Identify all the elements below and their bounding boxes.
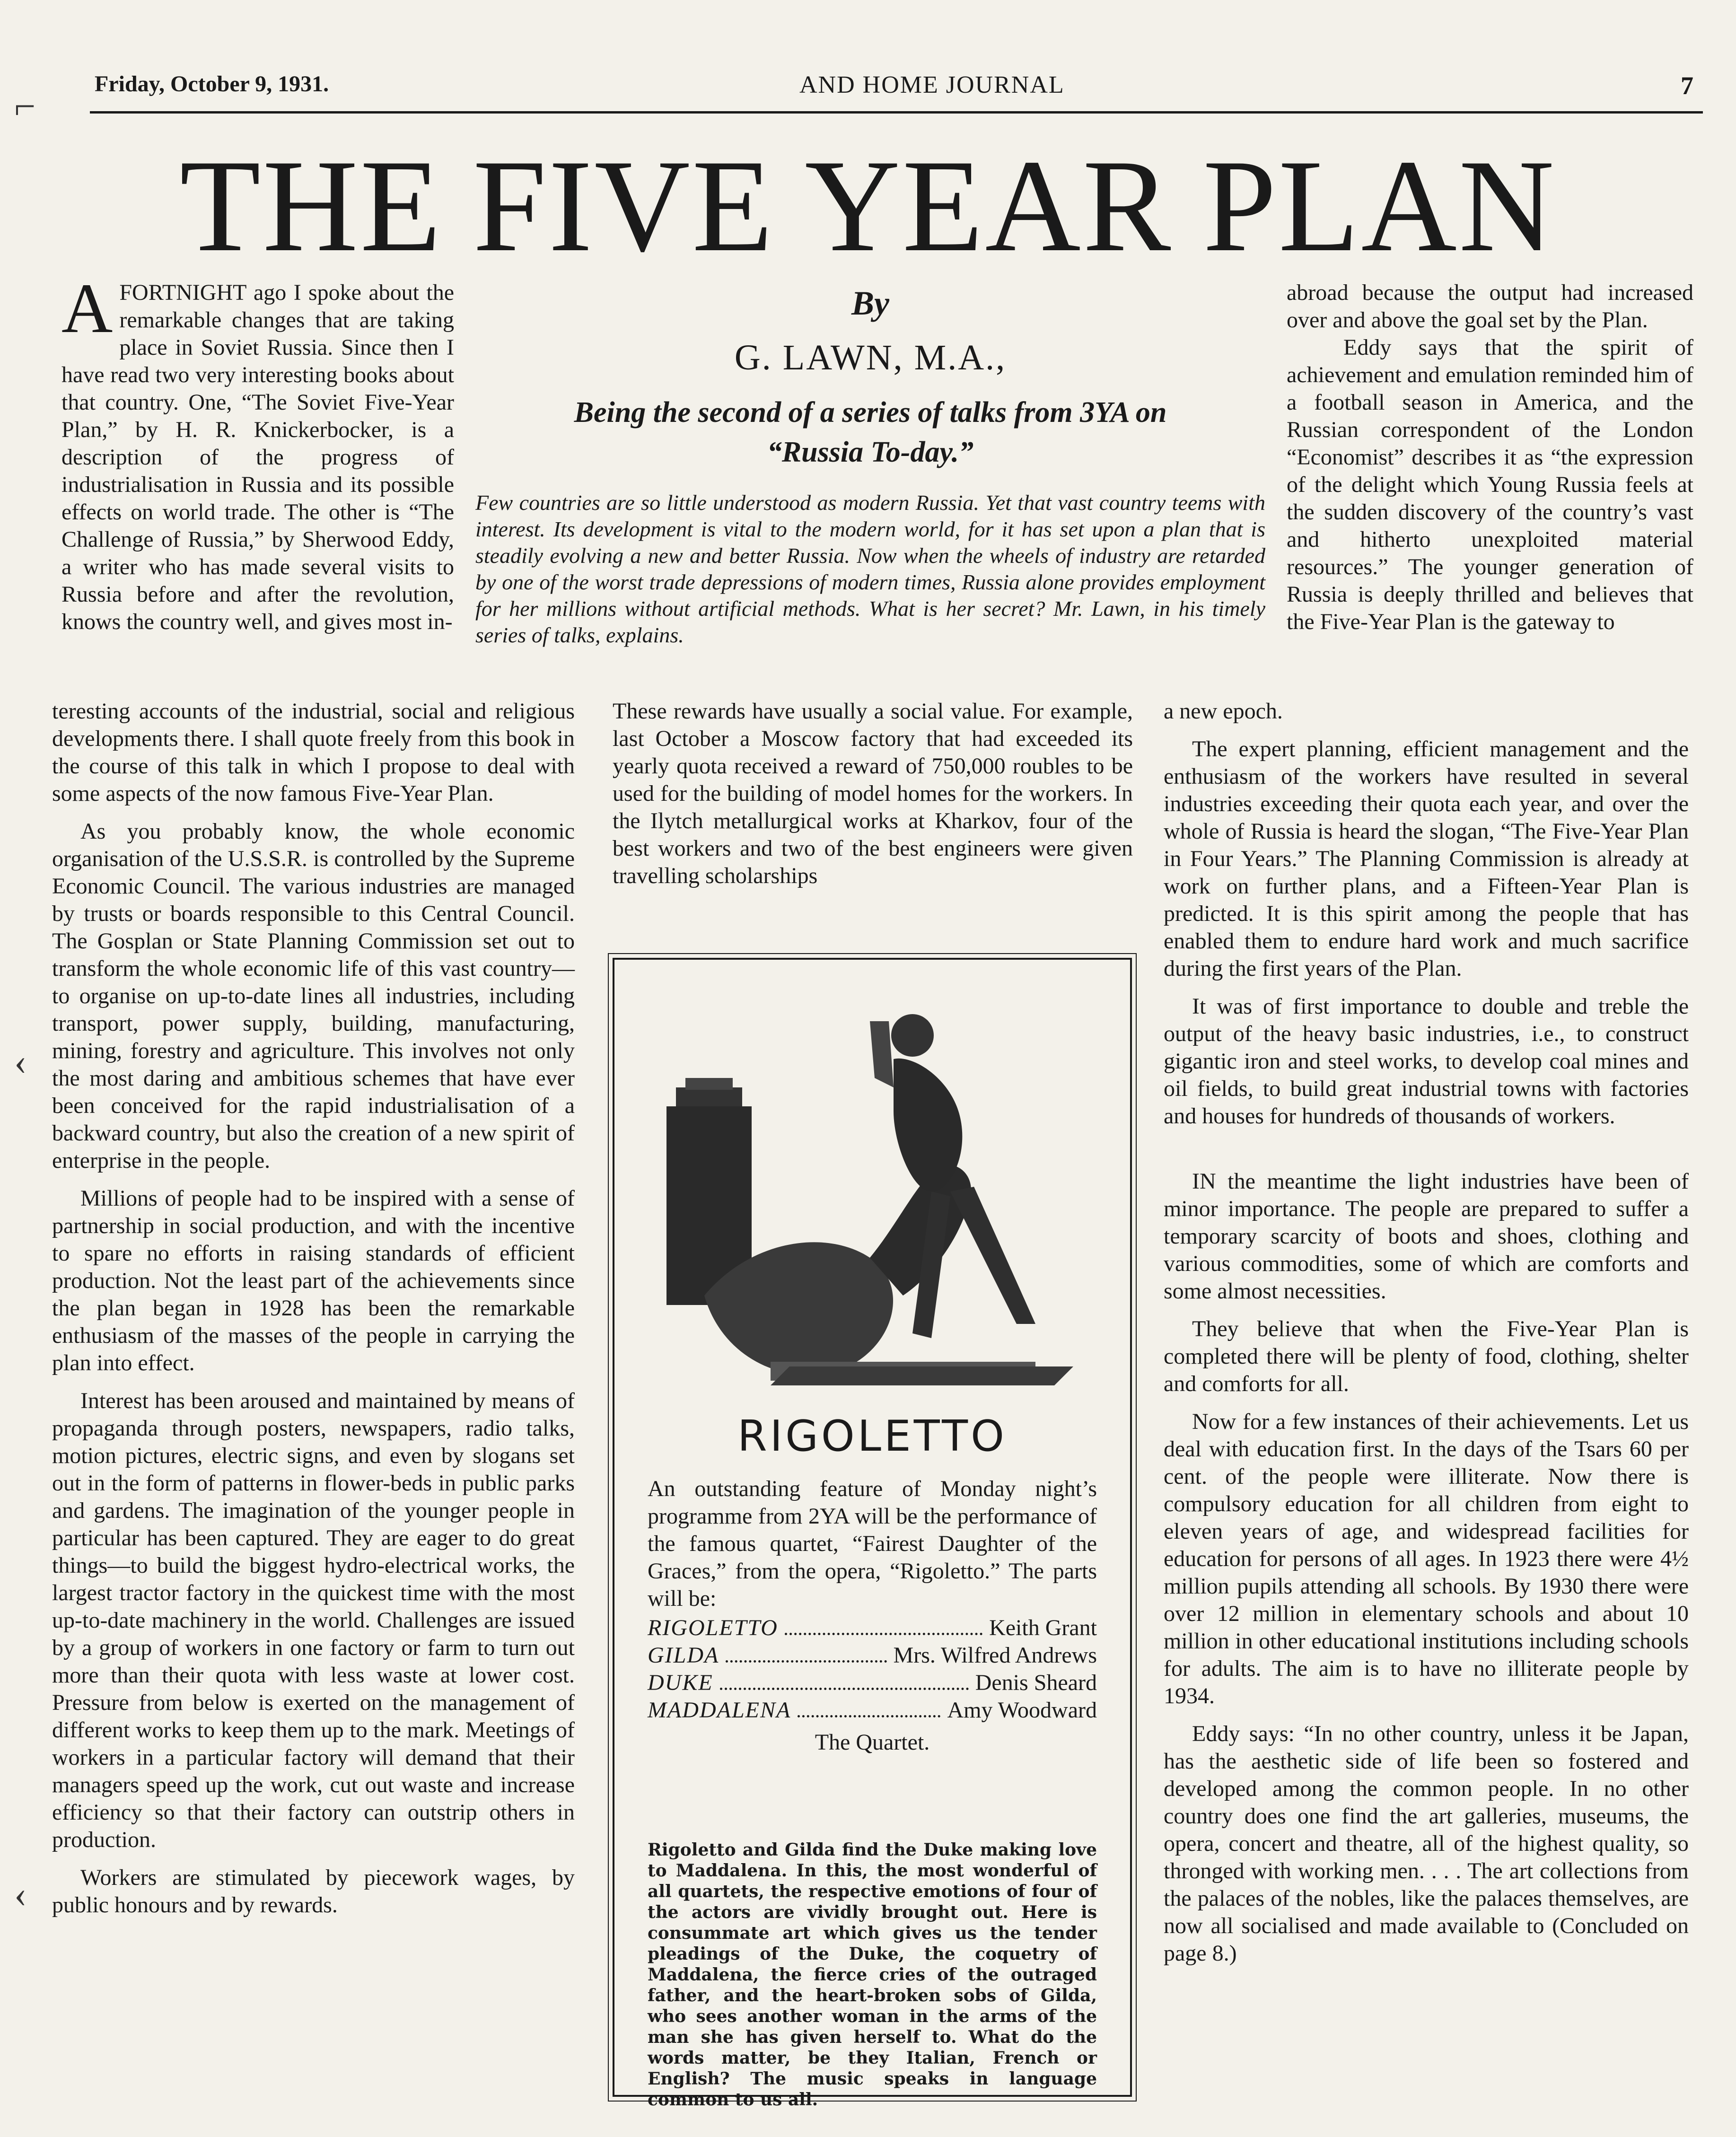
- cast-actor: Keith Grant: [989, 1615, 1097, 1640]
- header-date: Friday, October 9, 1931.: [95, 71, 329, 96]
- headline: [180, 132, 1556, 279]
- paragraph: These rewards have usually a social value. For example, last October a Moscow factory that had exceeded its yearly quota received a reward of 750,000 roubles to be used for the building of model homes for the workers. In the Ilytch metallurgical works at Kharkov, four of the best workers and two of the best engineers were given travelling scholarships: [613, 699, 1133, 888]
- headline-word: YEAR: [805, 132, 1173, 279]
- quartet-subtitle: The Quartet.: [815, 1730, 930, 1755]
- byline: [468, 279, 1272, 472]
- paragraph: a new epoch.: [1164, 699, 1283, 724]
- intro-paragraph: Few countries are so little understood as modern Russia. Yet that vast country teems with interest. Its development is vital to the modern world, for it has set upon a plan that is steadily evolving a new and better Russia. Now when the wheels of industry are retarded by one of the worst trade depressions of modern times, Russia alone provides employment for her millions without artificial methods. What is her secret? Mr. Lawn, in his timely series of talks, explains.: [475, 490, 1265, 647]
- cast-role: GILDA: [648, 1643, 719, 1668]
- cast-row: [648, 1642, 1097, 1669]
- paragraph: abroad because the output had increased over and above the goal set by the Plan.: [1287, 280, 1693, 333]
- cast-actor: Amy Woodward: [947, 1698, 1097, 1723]
- margin-mark: ⌐: [14, 86, 36, 127]
- paragraph: As you probably know, the whole economic organisation of the U.S.S.R. is controlled by the Supreme Economic Council. The various industries are managed by trusts or boards responsible to this Central Council. The Gosplan or State Planning Commission set out to transform the whole economic life of this vast country—to organise on up-to-date lines all industries, including transport, power supply, building, manufacturing, mining, forestry and agriculture. This involves not only the most daring and ambitious schemes that have ever been conceived for the rapid industrialisation of a backward country, but also the creation of a new spirit of enterprise in the people.: [52, 819, 575, 1173]
- paragraph: IN the meantime the light industries have been of minor importance. The people are prepared to suffer a temporary scarcity of boots and shoes, clothing and various commodities, some of which are comforts and some almost necessities.: [1164, 1169, 1689, 1304]
- headline-word: THE: [180, 132, 443, 279]
- cast-role: DUKE: [648, 1670, 713, 1695]
- paragraph: It was of first importance to double and treble the output of the heavy basic industries, i.e., to construct gigantic iron and steel works, to develop coal mines and oil fields, to build great industrial towns with factories and houses for hundreds of thousands of workers.: [1164, 994, 1689, 1129]
- dot-leader: [785, 1633, 982, 1635]
- paragraph: They believe that when the Five-Year Plan is completed there will be plenty of food, clothing, shelter and comforts for all.: [1164, 1316, 1689, 1396]
- left-column: [52, 698, 575, 1929]
- cast-row: [648, 1614, 1097, 1642]
- header-rule: [90, 111, 1703, 114]
- right-column: [1164, 698, 1689, 1978]
- paragraph: teresting accounts of the industrial, social and religious developments there. I shall quote freely from this book in the course of this talk in which I propose to deal with some aspects of the now famous Five-Year Plan.: [52, 699, 575, 806]
- rigoletto-note: Rigoletto and Gilda find the Duke making love to Maddalena. In this, the most wonderful of all quartets, the respective emotions of four of the actors are vividly brought out. Here is consummate art which gives us the tender pleadings of the Duke, the coquetry of Maddalena, the fierce cries of the outraged father, and the heart-broken sobs of Gilda, who sees another woman in the arms of the man she has given herself to. What do the words matter, be they Italian, French or English? The music speaks in language common to us all.: [648, 1840, 1097, 2110]
- headline-word: PLAN: [1202, 132, 1556, 279]
- header-journal-title: AND HOME JOURNAL: [799, 71, 1065, 98]
- paragraph: Millions of people had to be inspired with a sense of partnership in social production, and with the incentive to spare no efforts in raising standards of efficient production. Not the least part of the achievements since the plan began in 1928 has been the remarkable enthusiasm of the masses of the people in carrying the plan into effect.: [52, 1186, 575, 1375]
- dot-leader: [798, 1715, 940, 1717]
- margin-mark: ‹: [14, 1874, 27, 1915]
- drop-cap: A: [61, 269, 113, 348]
- paragraph: Now for a few instances of their achievements. Let us deal with education first. In the days of the Tsars 60 per cent. of the people were illiterate. Now there is compulsory education for all children from eight to eleven years of age, and widespread facilities for education for persons of all ages. In 1923 there were 4½ million pupils attending all schools. By 1930 there were over 12 million in elementary schools and about 10 million in other educational institutions including schools for adults. The aim is to have no illiterate people by 1934.: [1164, 1409, 1689, 1708]
- rigoletto-box: [613, 958, 1132, 2110]
- series-line: “Russia To-day.”: [767, 436, 974, 468]
- headline-word: FIVE: [473, 132, 775, 279]
- cast-row: [648, 1697, 1097, 1724]
- paragraph: Interest has been aroused and maintained by means of propaganda through posters, newspapers, radio talks, motion pictures, electric signs, and even by slogans set out in the form of patterns in flower-beds in public parks and gardens. The imagination of the younger people in particular has been captured. They are eager to do great things—to build the biggest hydro-electrical works, the largest tractor factory in the quickest time with the most up-to-date machinery in the world. Challenges are issued by a group of workers in one factory or farm to turn out more than their quota with less waste at lower cost. Pressure from below is exerted on the management of different works to keep them up to the mark. Meetings of workers in a particular factory will demand that their managers speed up the work, cut out waste and increase efficiency so that their factory can outstrip others in production.: [52, 1388, 575, 1852]
- lead-paragraph: [61, 269, 454, 636]
- rigoletto-body: [648, 1475, 1097, 1756]
- cast-role: MADDALENA: [648, 1698, 791, 1723]
- header-page-number: 7: [1681, 71, 1693, 100]
- rigoletto-illustration: [648, 993, 1097, 1404]
- byline-series: [468, 393, 1272, 472]
- dot-leader: [720, 1688, 969, 1690]
- cast-actor: Denis Sheard: [975, 1670, 1097, 1695]
- middle-column: [613, 698, 1133, 900]
- paragraph: Workers are stimulated by piecework wages, by public honours and by rewards.: [52, 1865, 575, 1918]
- cast-list: [648, 1614, 1097, 1724]
- cast-row: [648, 1669, 1097, 1697]
- series-line: Being the second of a series of talks from 3YA on: [574, 396, 1167, 429]
- page-header: [90, 66, 1703, 123]
- margin-mark: ‹: [14, 1041, 27, 1083]
- right-top-text: [1287, 279, 1693, 636]
- paragraph: The expert planning, efficient management and the enthusiasm of the workers have resulted in several industries exceeding their quota each year, and over the whole of Russia is heard the slogan, “The Five-Year Plan in Four Years.” The Planning Commission is already at work on further plans, and a Fifteen-Year Plan is predicted. It is this spirit among the people that has enabled them to endure hard work and much sacrifice during the first years of the Plan.: [1164, 736, 1689, 981]
- cast-actor: Mrs. Wilfred Andrews: [893, 1643, 1097, 1668]
- rigoletto-intro: An outstanding feature of Monday night’s programme from 2YA will be the performance of the famous quartet, “Fairest Daughter of the Graces,” from the opera, “Rigoletto.” The parts will be:: [648, 1476, 1097, 1611]
- paragraph: Eddy says: “In no other country, unless it be Japan, has the aesthetic side of life been so fostered and developed among the common people. In no other country does one find the art galleries, museums, the opera, concert and theatre, all of the highest quality, so thronged with working men. . . . The art collections from the palaces of the nobles, like the palaces themselves, are now all socialised and made available to (Concluded on page 8.): [1164, 1721, 1689, 1966]
- lead-text: FORTNIGHT ago I spoke about the remarkable changes that are taking place in Soviet Russia. Since then I have read two very interesting books about that country. One, “The Soviet Five-Year Plan,” by H. R. Knickerbocker, is a description of the progress of industrialisation in Russia and its possible effects on world trade. The other is “The Challenge of Russia,” by Sherwood Eddy, a writer who has made several visits to Russia before and after the revolution, knows the country well, and gives most in-: [61, 280, 454, 634]
- rigoletto-title: RIGOLETTO: [737, 1411, 1007, 1461]
- byline-by: By: [851, 284, 889, 322]
- byline-author: G. LAWN, M.A.,: [734, 338, 1007, 377]
- dot-leader: [726, 1660, 886, 1663]
- cast-role: RIGOLETTO: [648, 1615, 778, 1640]
- paragraph: Eddy says that the spirit of achievement and emulation reminded him of a football season in America, and the Russian correspondent of the London “Economist” describes it as “the expression of the delight which Young Russia feels at the sudden discovery of the country’s vast and hitherto unexploited material resources.” The younger generation of Russia is deeply thrilled and believes that the Five-Year Plan is the gateway to: [1287, 335, 1693, 634]
